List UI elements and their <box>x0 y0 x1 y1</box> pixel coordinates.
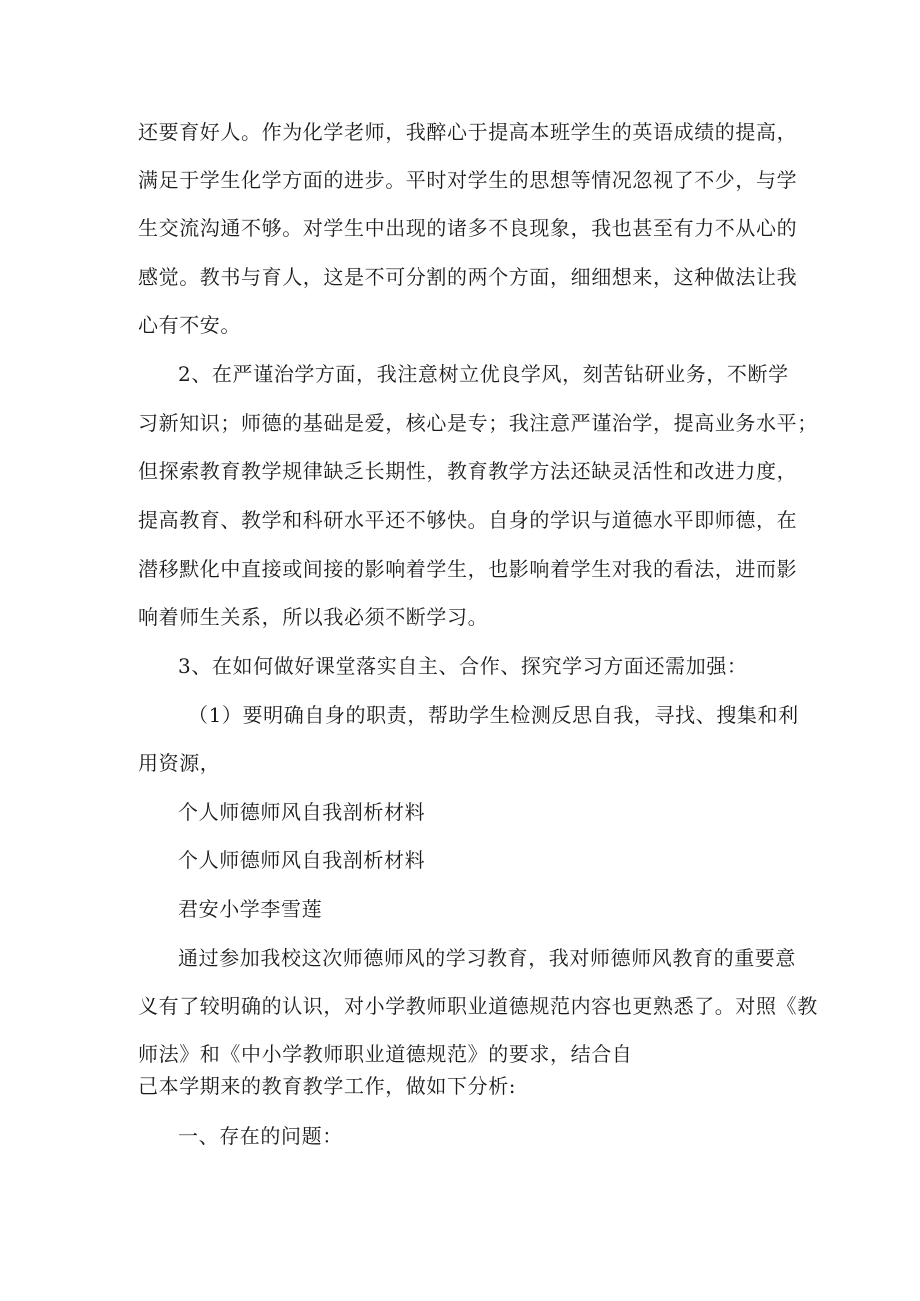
paragraph-1-line-2: 满足于学生化学方面的进步。平时对学生的思想等情况忽视了不少，与学 <box>138 168 798 192</box>
paragraph-2-line-5: 潜移默化中直接或间接的影响着学生，也影响着学生对我的看法，进而影 <box>138 557 798 581</box>
paragraph-4-line-1: （1）要明确自身的职责，帮助学生检测反思自我，寻找、搜集和利 <box>188 703 799 727</box>
paragraph-1-line-1: 还要育好人。作为化学老师，我醉心于提高本班学生的英语成绩的提高， <box>138 120 798 144</box>
author-line: 君安小学李雪莲 <box>178 897 323 921</box>
paragraph-2-line-4: 提高教育、教学和科研水平还不够快。自身的学识与道德水平即师德，在 <box>138 508 798 532</box>
paragraph-8-line-2: 义有了较明确的认识，对小学教师职业道德规范内容也更熟悉了。对照《教 <box>138 994 818 1018</box>
paragraph-1-line-3: 生交流沟通不够。对学生中出现的诸多不良现象，我也甚至有力不从心的 <box>138 216 798 240</box>
paragraph-4-line-2: 用资源， <box>138 751 221 775</box>
document-title-2: 个人师德师风自我剖析材料 <box>178 848 426 872</box>
paragraph-8-line-3: 师法》和《中小学教师职业道德规范》的要求，结合自 <box>138 1042 633 1066</box>
paragraph-2-line-3: 但探索教育教学规律缺乏长期性，教育教学方法还缺灵活性和改进力度， <box>138 459 798 483</box>
paragraph-8-line-1: 通过参加我校这次师德师风的学习教育，我对师德师风教育的重要意 <box>178 946 796 970</box>
paragraph-3-line-1: 3、在如何做好课堂落实自主、合作、探究学习方面还需加强： <box>178 654 748 678</box>
section-heading: 一、存在的问题： <box>178 1124 343 1148</box>
paragraph-2-line-1: 2、在严谨治学方面，我注意树立优良学风，刻苦钻研业务，不断学 <box>178 362 789 386</box>
paragraph-1-line-4: 感觉。教书与育人，这是不可分割的两个方面，细细想来，这种做法让我 <box>138 265 798 289</box>
paragraph-8-line-4: 己本学期来的教育教学工作，做如下分析: <box>138 1074 517 1098</box>
document-title-1: 个人师德师风自我剖析材料 <box>178 800 426 824</box>
paragraph-2-line-6: 响着师生关系，所以我必须不断学习。 <box>138 605 489 629</box>
paragraph-2-line-2: 习新知识；师德的基础是爱，核心是专；我注意严谨治学，提高业务水平； <box>138 411 818 435</box>
paragraph-1-line-5: 心有不安。 <box>138 313 241 337</box>
